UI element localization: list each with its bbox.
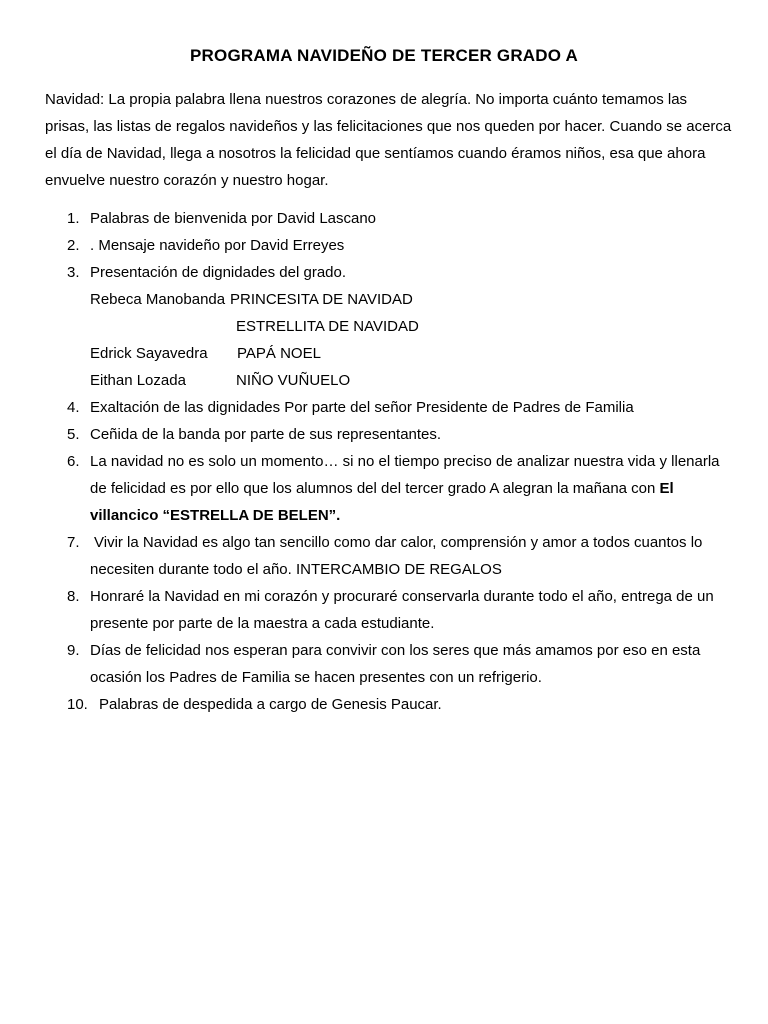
item-text: Días de felicidad nos esperan para convivir con los seres que más amamos por eso en esta ocasión los Padres de Familia se hacen presentes con un refrigerio. <box>90 642 701 686</box>
item-text: Palabras de despedida a cargo de Genesis Paucar. <box>99 696 442 713</box>
program-item-4 <box>0 394 768 421</box>
item-number: 6. <box>67 453 80 470</box>
document-title: PROGRAMA NAVIDEÑO DE TERCER GRADO A <box>190 46 578 65</box>
dignity-row <box>0 340 768 367</box>
program-item-7 <box>0 529 768 583</box>
dignity-row <box>0 313 768 340</box>
intro-paragraph: Navidad: La propia palabra llena nuestros corazones de alegría. No importa cuánto temamos las prisas, las listas de regalos navideños y las felicitaciones que nos queden por hacer. Cuando se acerca el día de Navidad, llega a nosotros la felicidad que sentíamos cuando éramos niños, esa que ahora envuelve nuestro corazón y nuestro hogar. <box>45 91 732 189</box>
program-list <box>0 205 768 718</box>
dignity-role: NIÑO VUÑUELO <box>236 372 351 389</box>
item-number: 4. <box>67 399 80 416</box>
item-number: 7. <box>67 534 80 551</box>
item-bold-text: El villancico “ESTRELLA DE BELEN”. <box>90 480 674 524</box>
item-text: Ceñida de la banda por parte de sus representantes. <box>90 426 442 443</box>
item-text: Palabras de bienvenida por David Lascano <box>90 210 377 227</box>
item-number: 1. <box>67 210 80 227</box>
item-number: 5. <box>67 426 80 443</box>
dignity-name: Edrick Sayavedra <box>90 345 208 362</box>
dignity-row <box>0 286 768 313</box>
program-item-6 <box>0 448 768 529</box>
item-text: Vivir la Navidad es algo tan sencillo como dar calor, comprensión y amor a todos cuantos lo necesiten durante todo el año. INTERCAMBIO DE REGALOS <box>90 534 703 578</box>
program-item-5 <box>0 421 768 448</box>
item-text: La navidad no es solo un momento… si no el tiempo preciso de analizar nuestra vida y llenarla de felicidad es por ello que los alumnos del del tercer grado A alegran la mañana con <box>90 453 720 497</box>
program-item-8 <box>0 583 768 637</box>
item-number: 2. <box>67 237 80 254</box>
item-number: 9. <box>67 642 80 659</box>
dignity-role: PRINCESITA DE NAVIDAD <box>230 291 413 308</box>
program-item-10 <box>0 691 768 718</box>
item-text: Presentación de dignidades del grado. <box>90 264 347 281</box>
program-item-3 <box>0 259 768 286</box>
dignity-name: Rebeca Manobanda <box>90 291 226 308</box>
item-number: 10. <box>67 696 88 713</box>
dignity-role: PAPÁ NOEL <box>237 345 321 362</box>
item-text: Honraré la Navidad en mi corazón y procuraré conservarla durante todo el año, entrega de un presente por parte de la maestra a cada estudiante. <box>90 588 714 632</box>
dignity-name: Eithan Lozada <box>90 372 186 389</box>
dignity-row <box>0 367 768 394</box>
item-text: . Mensaje navideño por David Erreyes <box>90 237 345 254</box>
item-number: 3. <box>67 264 80 281</box>
dignity-role: ESTRELLITA DE NAVIDAD <box>236 318 419 335</box>
item-number: 8. <box>67 588 80 605</box>
program-item-2 <box>0 232 768 259</box>
program-item-1 <box>0 205 768 232</box>
item-text: Exaltación de las dignidades Por parte del señor Presidente de Padres de Familia <box>90 399 634 416</box>
program-item-9 <box>0 637 768 691</box>
